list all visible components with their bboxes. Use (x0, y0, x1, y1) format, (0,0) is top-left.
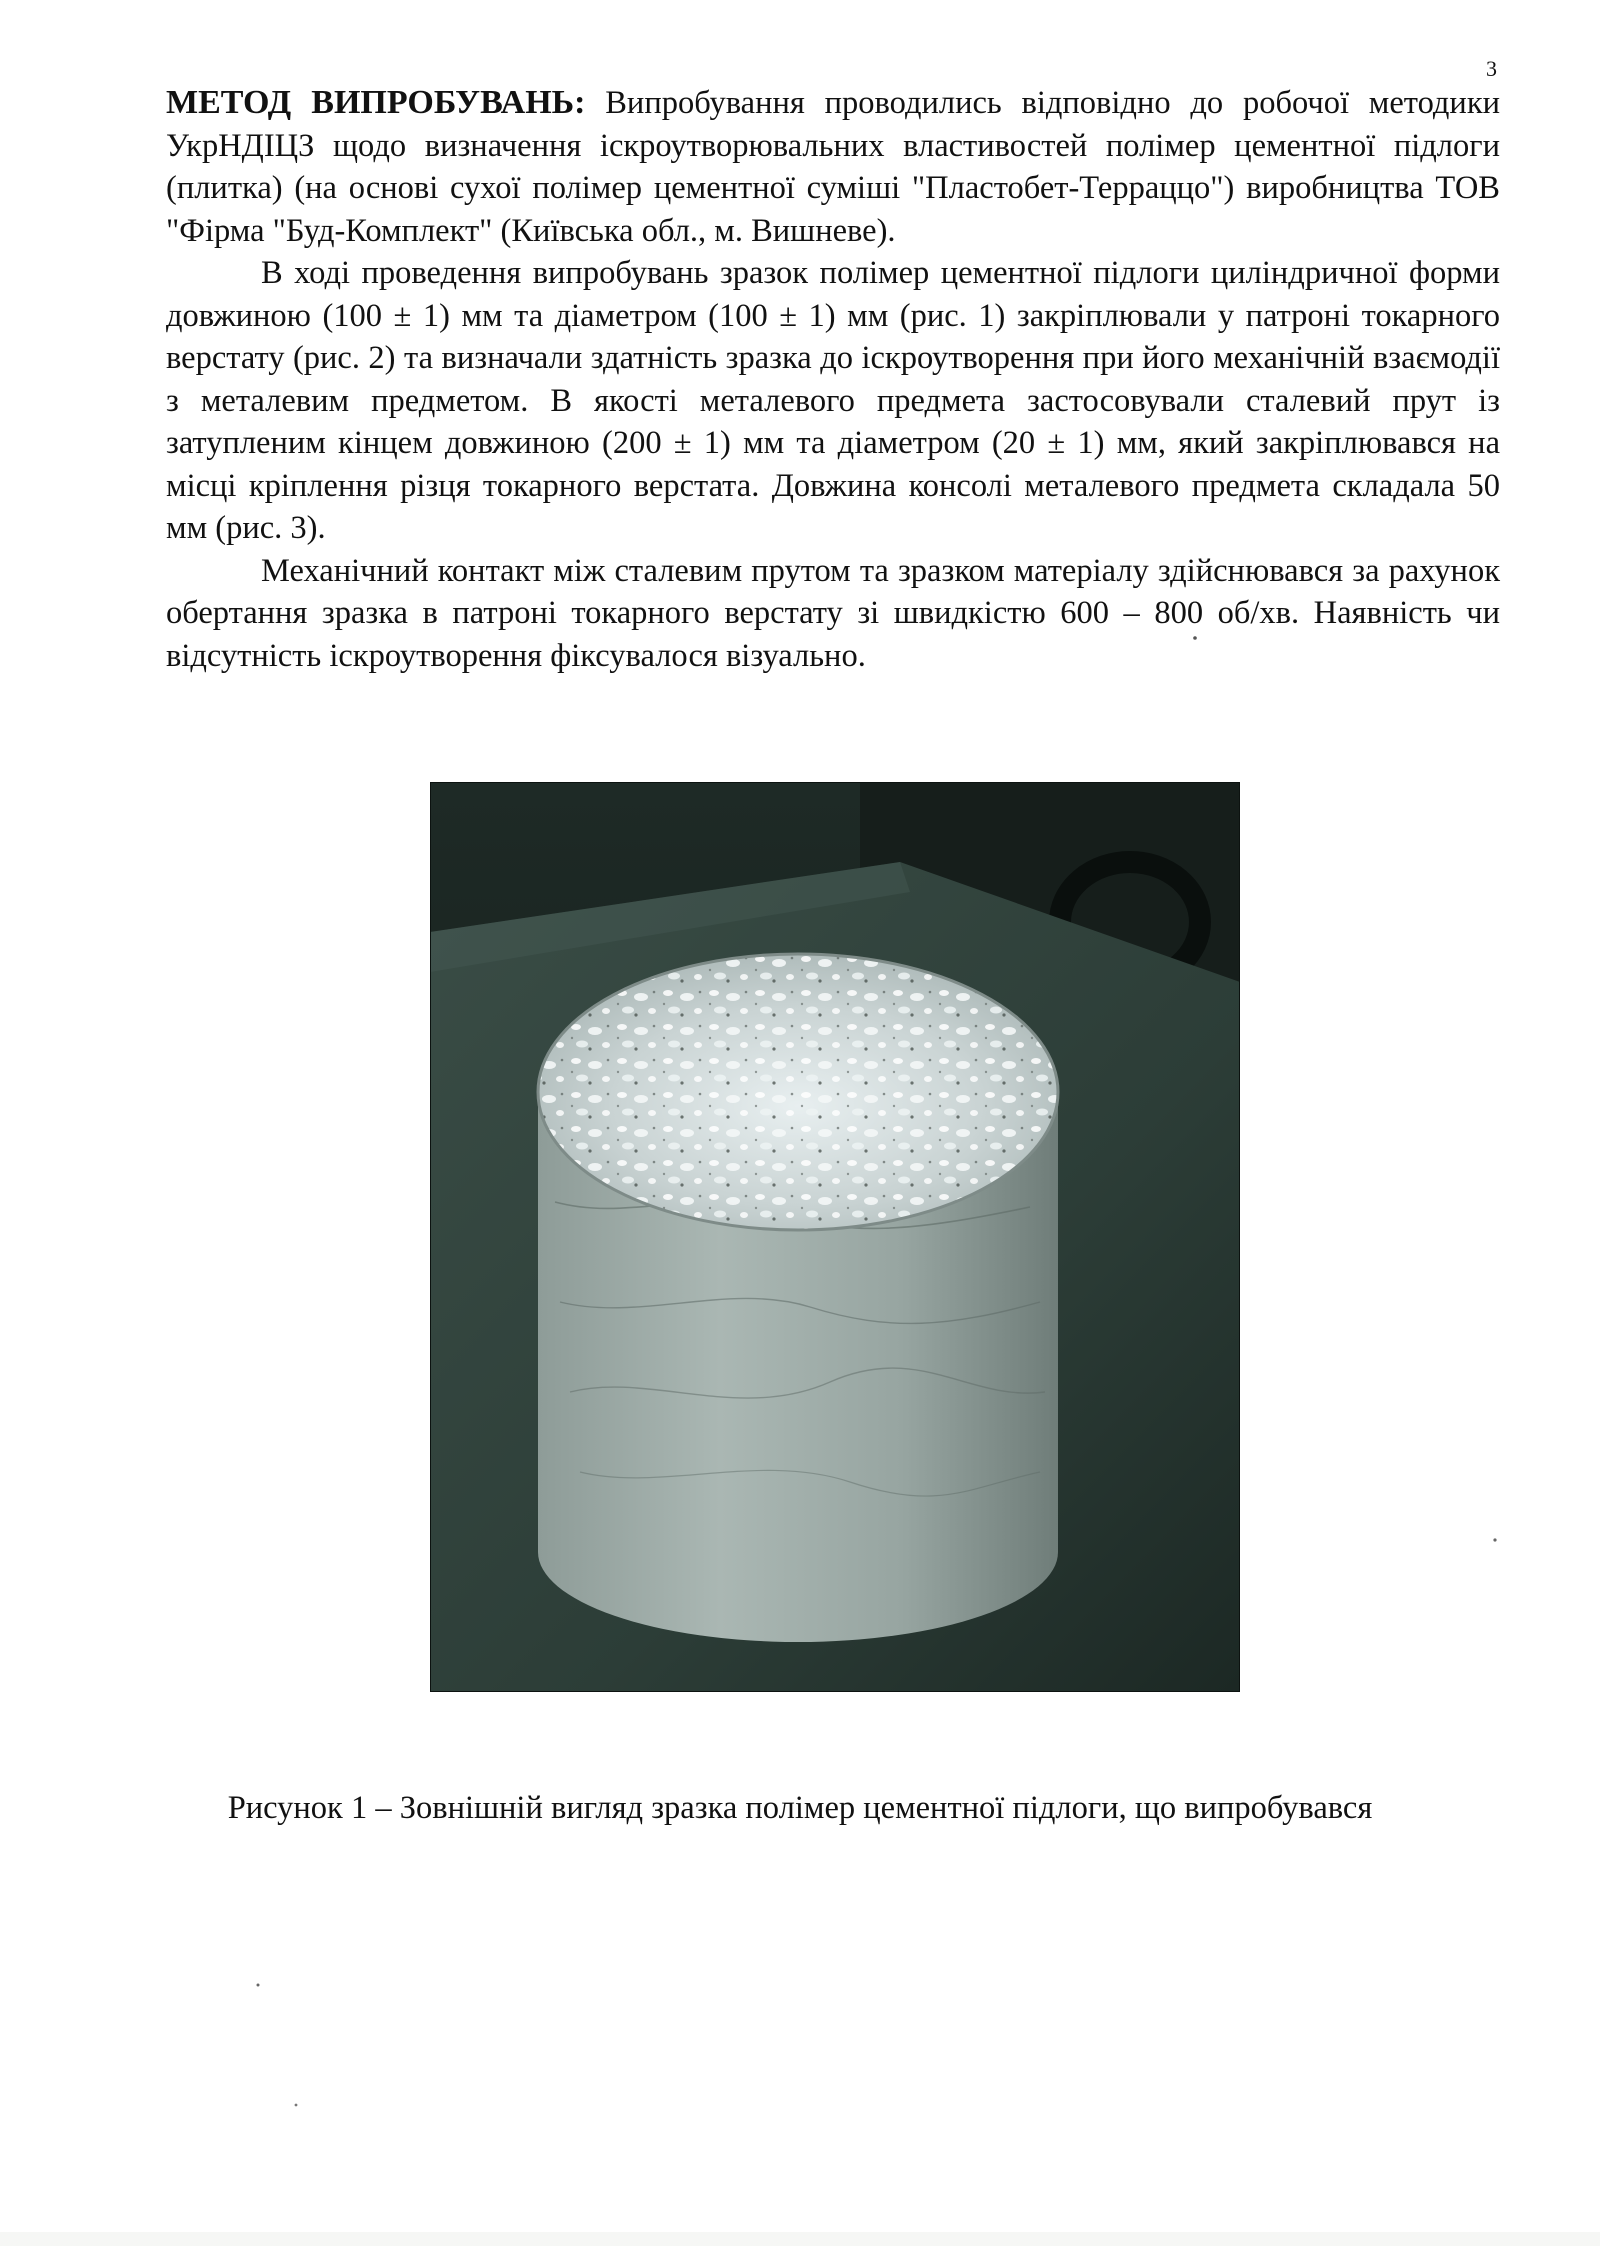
paragraph-procedure: В ході проведення випробувань зразок полімер цементної підлоги циліндричної форми довжиною (100 ± 1) мм та діаметром (100 ± 1) мм (рис. 1) закріплювали у патроні токарного верстату (рис. 2) та визначали здатність зразка до іскроутворення при його механічній взаємодії з металевим предметом. В якості металевого предмета застосовували сталевий прут із затупленим кінцем довжиною (200 ± 1) мм та діаметром (20 ± 1) мм, який закріплювався на місці кріплення різця токарного верстата. Довжина консолі металевого предмета складала 50 мм (рис. 3). (166, 255, 1500, 546)
paragraph-contact: Механічний контакт між сталевим прутом та зразком матеріалу здійснювався за рахунок обертання зразка в патроні токарного верстату зі швидкістю 600 – 800 об/хв. Наявність чи відсутність іскроутворення фіксувалося візуально. (166, 552, 1500, 674)
section-heading: МЕТОД ВИПРОБУВАНЬ: (166, 84, 586, 121)
figure-caption: Рисунок 1 – Зовнішній вигляд зразка полімер цементної підлоги, що випробувався (227, 1790, 1373, 1826)
paragraph-method (166, 82, 1500, 252)
paragraph-method-text: Випробування проводились відповідно до робочої методики УкрНДІЦЗ щодо визначення іскроутворювальних властивостей полімер цементної підлоги (плитка) (на основі сухої полімер цементної суміші "Пластобет-Терраццо") виробництва ТОВ "Фірма "Буд-Комплект" (Київська обл., м. Вишневе). (166, 85, 1500, 249)
test-method-section (166, 82, 1500, 677)
sample-photo (430, 782, 1240, 1692)
page-number: 3 (1486, 56, 1497, 81)
